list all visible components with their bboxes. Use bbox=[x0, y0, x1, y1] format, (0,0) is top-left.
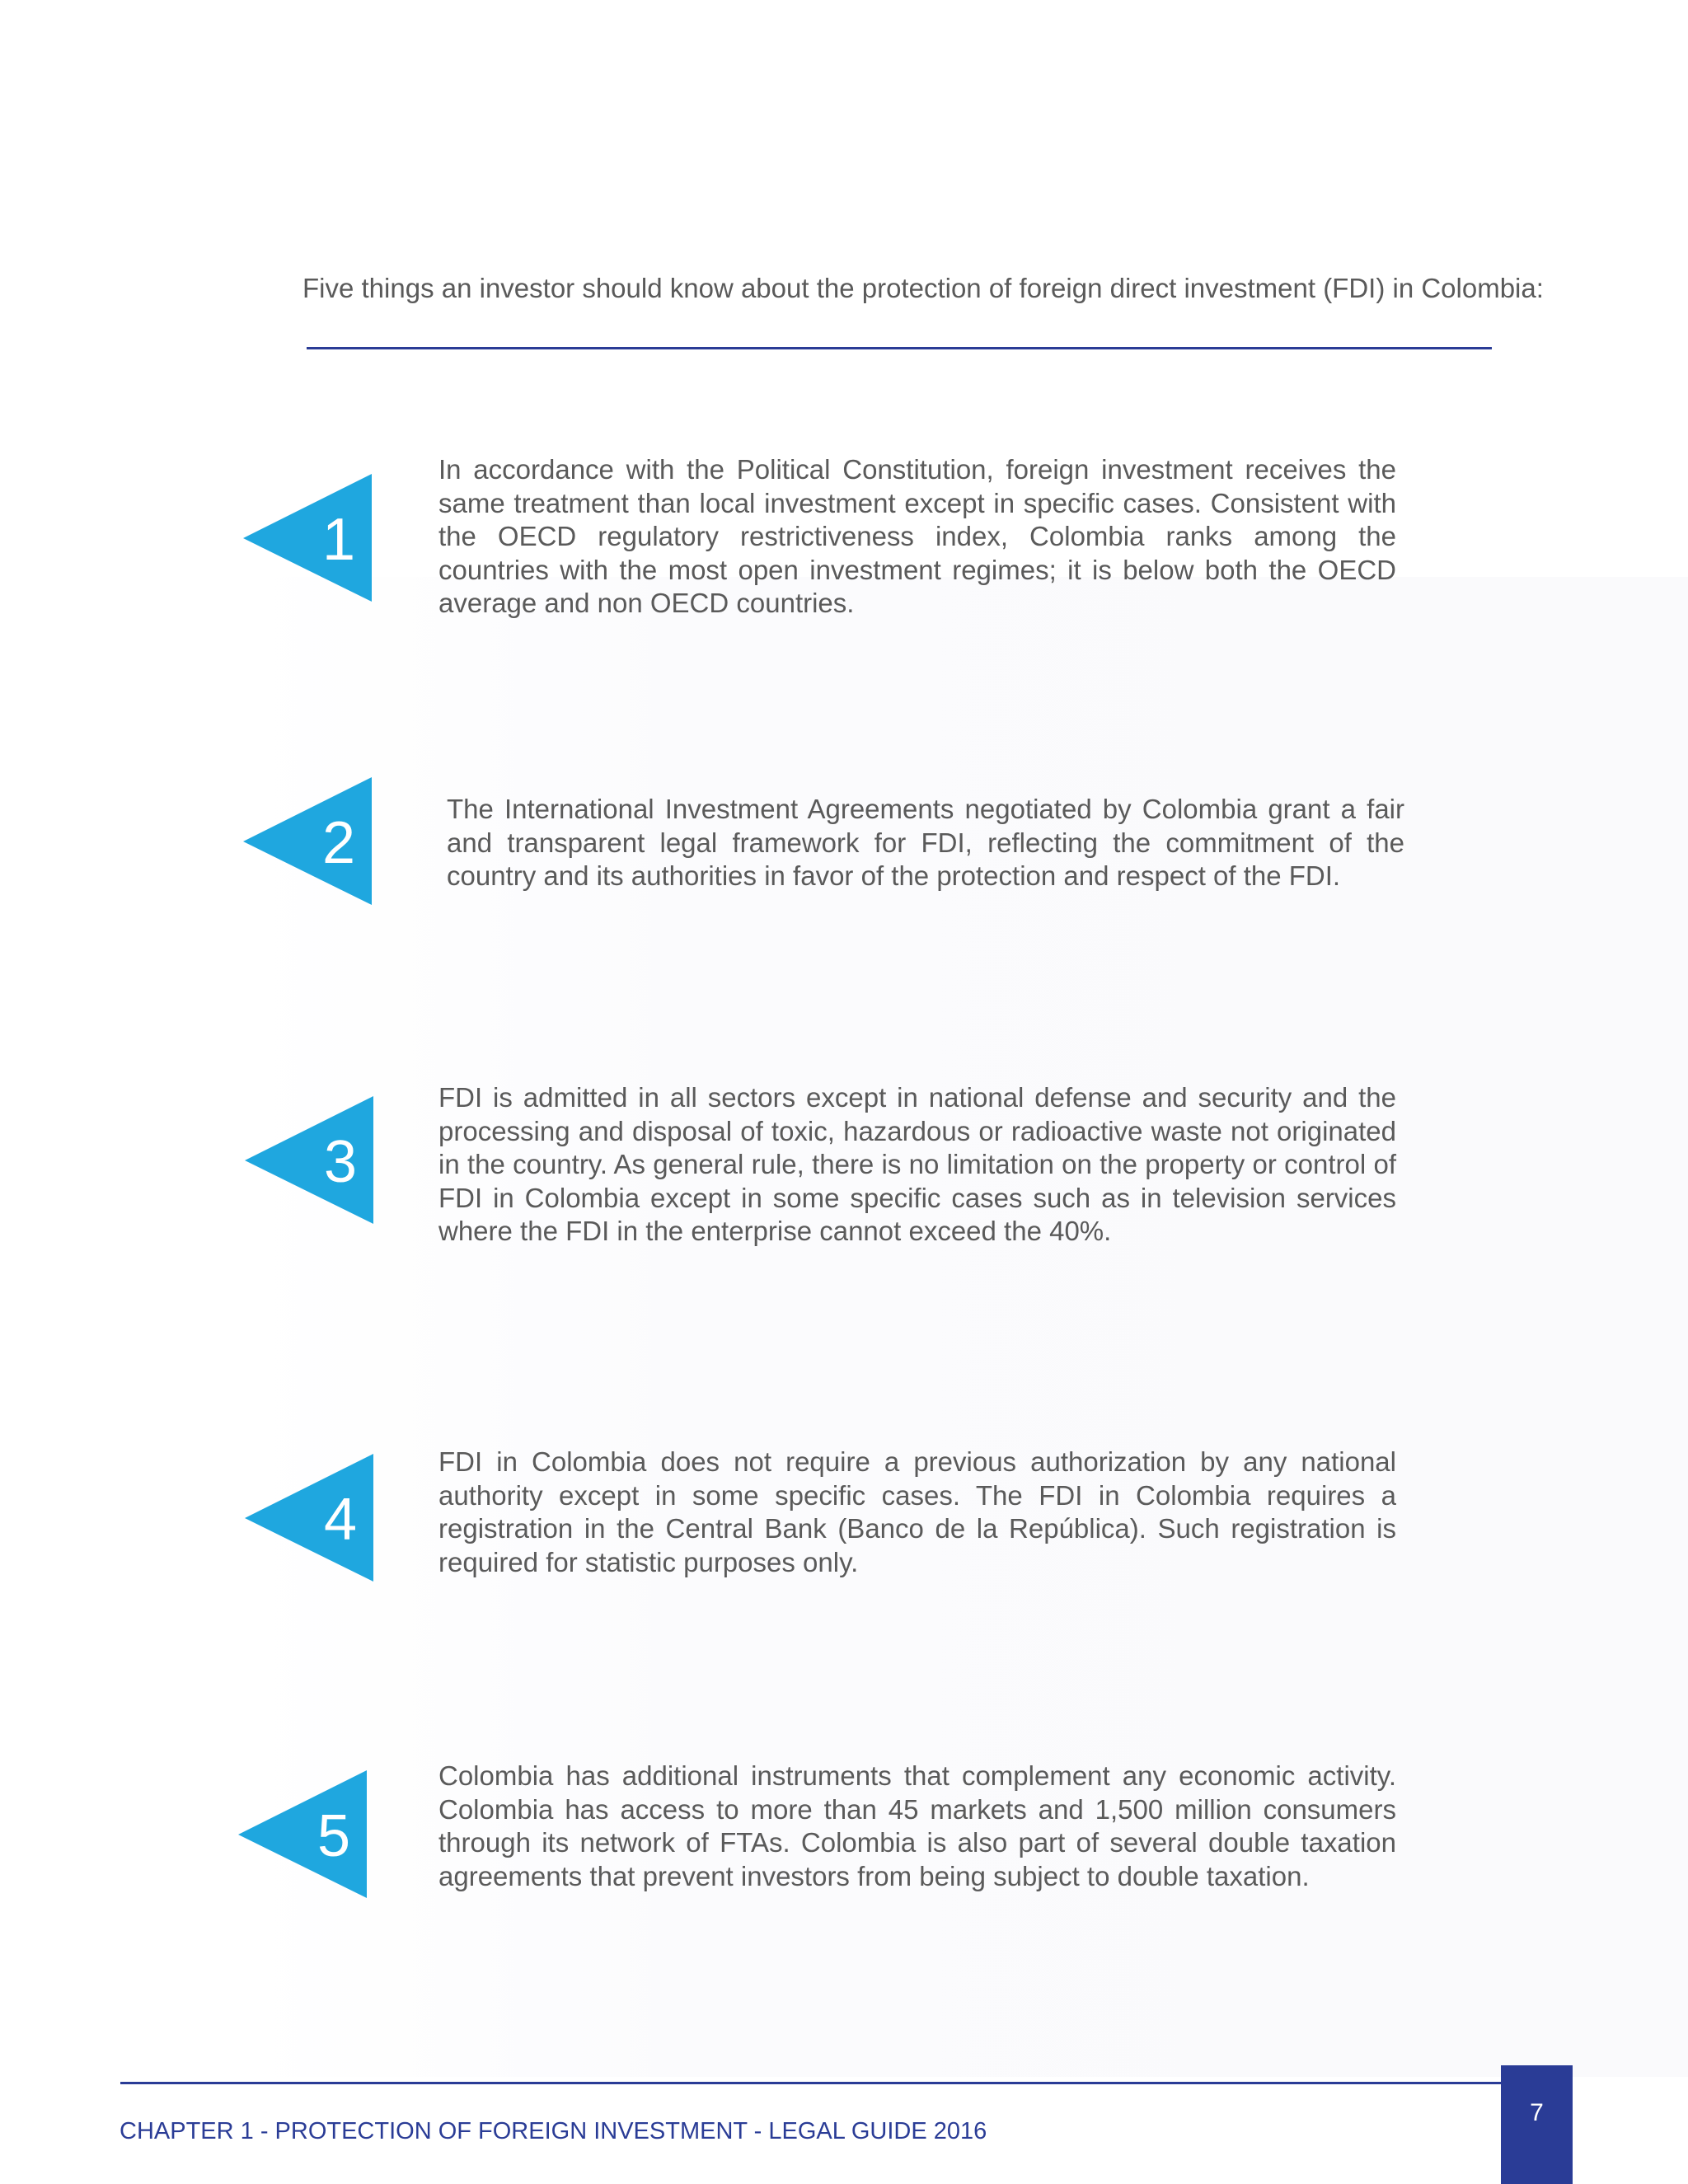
page-number-box bbox=[1501, 2065, 1573, 2184]
triangle-marker-icon bbox=[243, 1096, 375, 1228]
triangle-marker-icon bbox=[237, 1770, 368, 1902]
item-number: 2 bbox=[322, 810, 356, 876]
item-number: 1 bbox=[322, 507, 356, 573]
triangle-marker-icon bbox=[243, 1454, 375, 1586]
page-number: 7 bbox=[1530, 2099, 1544, 2126]
item-number: 4 bbox=[324, 1487, 358, 1553]
item-text: FDI in Colombia does not require a previous authorization by any national authority except in some specific cases. The FDI in Colombia requires a registration in the Central Bank (Banco de la República). Such registration is required for statistic purposes only. bbox=[438, 1446, 1396, 1577]
intro-heading: Five things an investor should know about the protection of foreign direct investment (FDI) in Colombia: bbox=[302, 273, 1544, 303]
item-text: FDI is admitted in all sectors except in national defense and security and the processing and disposal of toxic, hazardous or radioactive waste not originated in the country. As general rule, there is no limitation on the property or control of FDI in Colombia except in some specific cases such as in television services where the FDI in the enterprise cannot exceed the 40%. bbox=[438, 1082, 1396, 1246]
item-number: 3 bbox=[324, 1129, 358, 1195]
item-text: Colombia has additional instruments that complement any economic activity. Colombia has access to more than 45 markets and 1,500 million consumers through its network of FTAs. Colombia is also part of several double taxation agreements that prevent investors from being subject to double taxation. bbox=[438, 1760, 1396, 1891]
top-divider bbox=[307, 347, 1492, 349]
footer-chapter-title: CHAPTER 1 - PROTECTION OF FOREIGN INVESTMENT - LEGAL GUIDE 2016 bbox=[120, 2118, 987, 2144]
triangle-marker-icon bbox=[241, 777, 373, 909]
item-text: The International Investment Agreements negotiated by Colombia grant a fair and transparent legal framework for FDI, reflecting the commitment of the country and its authorities in favor of the protection and respect of the FDI. bbox=[447, 794, 1404, 891]
footer-divider bbox=[120, 2082, 1502, 2084]
triangle-marker-icon bbox=[241, 474, 373, 606]
item-number: 5 bbox=[317, 1803, 351, 1869]
item-text: In accordance with the Political Constitution, foreign investment receives the same treatment than local investment except in specific cases. Consistent with the OECD regulatory restrictiveness index, Colombia ranks among the countries with the most open investment regimes; it is below both the OECD average and non OECD countries. bbox=[438, 454, 1396, 618]
